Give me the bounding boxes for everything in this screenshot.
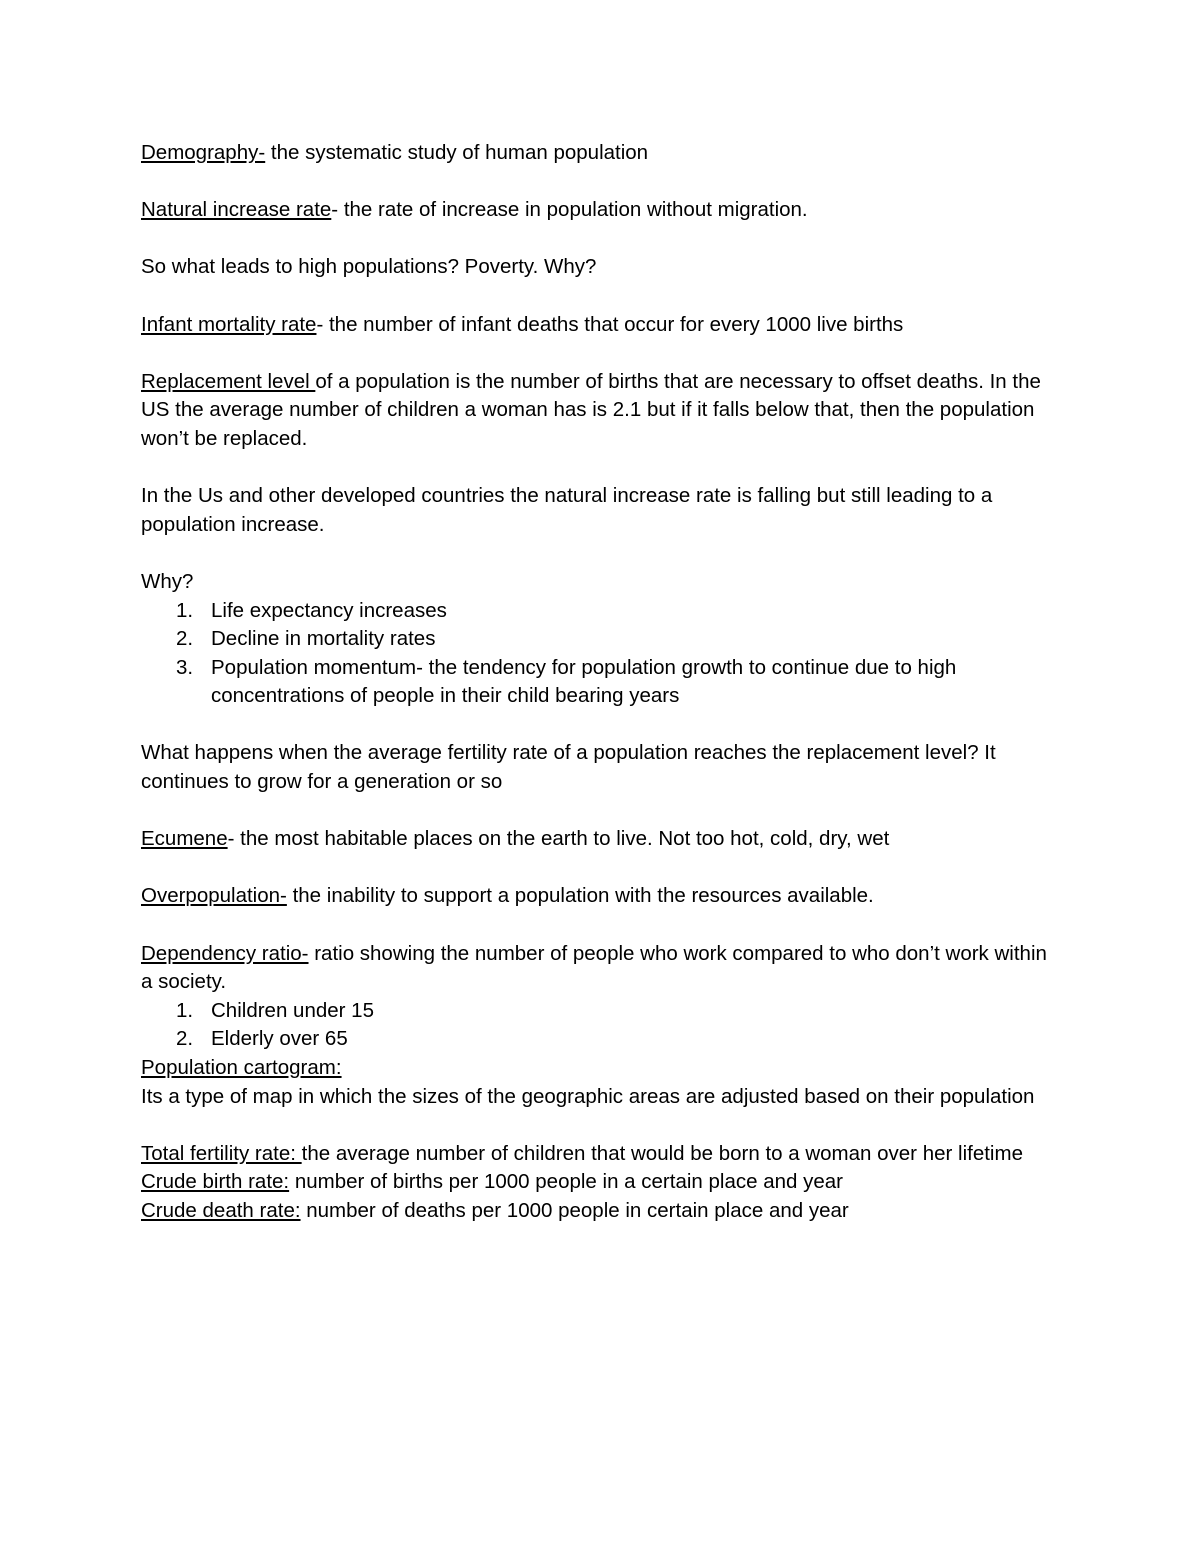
demography-term: Demography- (141, 141, 266, 164)
crude-birth-text: number of births per 1000 people in a certain place and year (289, 1170, 843, 1194)
list-item (141, 597, 1061, 626)
infant-mortality-definition (141, 311, 1061, 340)
total-fertility-term: Total fertility rate: (141, 1141, 302, 1165)
list-text: Children under 15 (211, 998, 374, 1022)
overpopulation-definition (141, 882, 1061, 911)
natural-increase-term: Natural increase rate (141, 198, 332, 222)
dependency-ratio-text: ratio showing the number of people who work compared to who don’t work within a society. (141, 941, 1047, 994)
crude-death-term: Crude death rate: (141, 1198, 301, 1222)
crude-death-definition (141, 1197, 1061, 1226)
list-number: 2. (176, 627, 194, 651)
crude-death-text: number of deaths per 1000 people in certain place and year (300, 1198, 849, 1222)
list-text: Population momentum- the tendency for population growth to continue due to high concentrations of people in their child bearing years (211, 655, 957, 708)
overpopulation-text: the inability to support a population with the resources available. (286, 884, 874, 908)
list-item (141, 654, 1061, 711)
list-item (141, 625, 1061, 654)
list-item (141, 997, 1061, 1026)
cartogram-term: Population cartogram: (141, 1056, 342, 1079)
replacement-level-text: of a population is the number of births that are necessary to offset deaths. In the US the average number of children a woman has is 2.1 but if it falls below that, then the population won’t be replaced. (141, 369, 1041, 450)
developed-countries-paragraph: In the Us and other developed countries the natural increase rate is falling but still leading to a population increase. (141, 484, 993, 536)
cartogram-text: Its a type of map in which the sizes of the geographic areas are adjusted based on their population (141, 1084, 1035, 1108)
dependency-ratio-definition (141, 940, 1061, 997)
list-number: 2. (176, 1027, 194, 1051)
crude-birth-term: Crude birth rate: (141, 1170, 290, 1194)
list-text: Decline in mortality rates (211, 627, 436, 651)
infant-mortality-text: - the number of infant deaths that occur for every 1000 live births (316, 312, 904, 336)
ecumene-text: - the most habitable places on the earth to live. Not too hot, cold, dry, wet (227, 827, 890, 851)
demography-text: the systematic study of human population (265, 141, 649, 164)
list-number: 1. (176, 998, 194, 1022)
replacement-level-definition (141, 368, 1061, 454)
dependency-list (141, 997, 1061, 1054)
document-page (141, 139, 1061, 1226)
demography-definition (141, 139, 1061, 168)
cartogram-term-line (141, 1054, 1061, 1083)
overpopulation-term: Overpopulation- (141, 884, 287, 908)
list-number: 3. (176, 655, 194, 679)
ecumene-definition (141, 825, 1061, 854)
dependency-ratio-term: Dependency ratio- (141, 941, 309, 965)
list-text: Elderly over 65 (211, 1027, 348, 1051)
replacement-level-term: Replacement level (141, 369, 316, 393)
list-number: 1. (176, 598, 194, 622)
total-fertility-text: the average number of children that would be born to a woman over her lifetime (301, 1141, 1023, 1165)
why-list (141, 597, 1061, 711)
high-populations-question: So what leads to high populations? Poverty. Why? (141, 255, 597, 279)
list-text: Life expectancy increases (211, 598, 447, 622)
natural-increase-text: - the rate of increase in population without migration. (331, 198, 808, 222)
natural-increase-definition (141, 196, 1061, 225)
why-heading: Why? (141, 569, 194, 593)
ecumene-term: Ecumene (141, 827, 228, 851)
total-fertility-definition (141, 1140, 1061, 1169)
crude-birth-definition (141, 1168, 1061, 1197)
list-item (141, 1025, 1061, 1054)
fertility-question-paragraph: What happens when the average fertility rate of a population reaches the replacement level? It continues to grow for a generation or so (141, 741, 996, 794)
infant-mortality-term: Infant mortality rate (141, 312, 317, 336)
